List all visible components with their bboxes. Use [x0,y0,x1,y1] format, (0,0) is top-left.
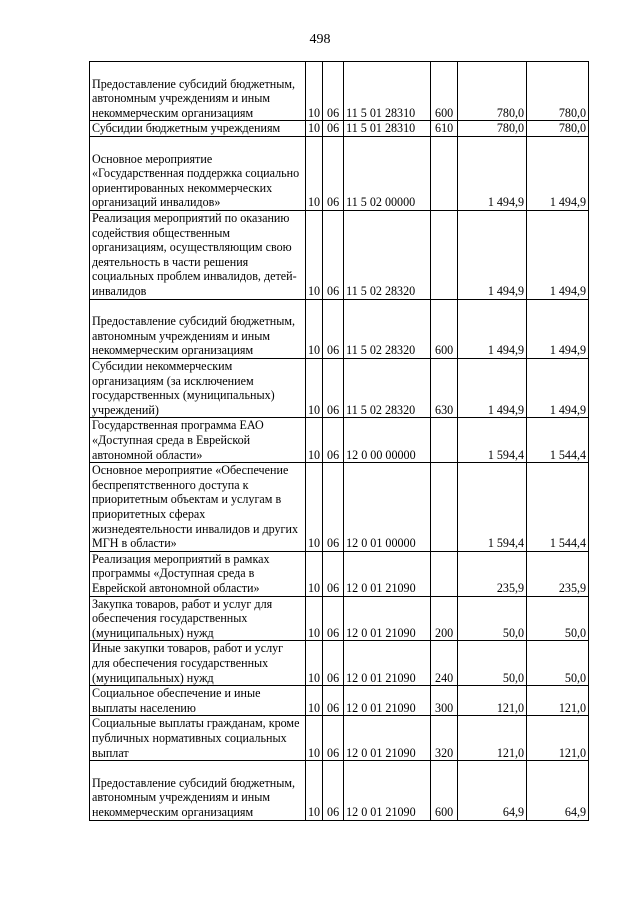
row-target-article: 11 5 02 28320 [344,210,431,299]
row-name: Социальное обеспечение и иные выплаты населению [90,686,306,716]
row-amount-2: 780,0 [527,121,589,137]
row-name: Социальные выплаты гражданам, кроме публичных нормативных социальных выплат [90,716,306,761]
row-target-article: 12 0 00 00000 [344,418,431,463]
row-name: Закупка товаров, работ и услуг для обеспечения государственных (муниципальных) нужд [90,596,306,641]
row-target-article: 12 0 01 21090 [344,551,431,596]
row-subsection: 06 [323,62,344,121]
table-row [90,418,589,463]
table-row [90,210,589,299]
row-target-article: 11 5 02 00000 [344,136,431,210]
table-row [90,299,589,358]
row-section: 10 [306,716,323,761]
row-expense-type: 300 [431,686,458,716]
row-expense-type: 320 [431,716,458,761]
row-target-article: 11 5 01 28310 [344,121,431,137]
row-subsection: 06 [323,716,344,761]
row-target-article: 11 5 01 28310 [344,62,431,121]
row-name: Государственная программа ЕАО «Доступная среда в Еврейской автономной области» [90,418,306,463]
row-target-article: 12 0 01 21090 [344,686,431,716]
row-subsection: 06 [323,358,344,417]
table-row [90,716,589,761]
row-expense-type: 600 [431,62,458,121]
row-target-article: 12 0 01 21090 [344,716,431,761]
row-subsection: 06 [323,596,344,641]
row-expense-type: 630 [431,358,458,417]
row-amount-1: 780,0 [458,62,527,121]
row-section: 10 [306,418,323,463]
row-name: Предоставление субсидий бюджетным, автономным учреждениям и иным некоммерческим организациям [90,62,306,121]
row-target-article: 12 0 01 00000 [344,463,431,552]
row-amount-2: 121,0 [527,716,589,761]
row-section: 10 [306,121,323,137]
row-amount-1: 1 594,4 [458,463,527,552]
budget-table-body [90,62,589,821]
row-expense-type: 610 [431,121,458,137]
row-amount-2: 1 494,9 [527,358,589,417]
row-expense-type: 200 [431,596,458,641]
row-expense-type: 240 [431,641,458,686]
row-expense-type [431,418,458,463]
row-section: 10 [306,210,323,299]
row-amount-2: 1 544,4 [527,463,589,552]
row-amount-2: 780,0 [527,62,589,121]
row-amount-1: 1 494,9 [458,136,527,210]
table-row [90,551,589,596]
table-row [90,596,589,641]
row-section: 10 [306,358,323,417]
row-section: 10 [306,596,323,641]
row-subsection: 06 [323,136,344,210]
row-amount-2: 64,9 [527,761,589,820]
table-row [90,761,589,820]
row-amount-2: 1 494,9 [527,299,589,358]
row-amount-1: 121,0 [458,716,527,761]
row-name: Иные закупки товаров, работ и услуг для обеспечения государственных (муниципальных) нужд [90,641,306,686]
row-amount-1: 1 494,9 [458,299,527,358]
row-expense-type [431,551,458,596]
row-amount-2: 235,9 [527,551,589,596]
row-amount-1: 50,0 [458,596,527,641]
row-name: Основное мероприятие «Обеспечение беспрепятственного доступа к приоритетным объектам и услугам в приоритетных сферах жизнедеятельности инвалидов и других МГН в области» [90,463,306,552]
row-section: 10 [306,761,323,820]
row-amount-1: 780,0 [458,121,527,137]
row-target-article: 11 5 02 28320 [344,299,431,358]
row-amount-1: 235,9 [458,551,527,596]
row-subsection: 06 [323,418,344,463]
row-amount-1: 50,0 [458,641,527,686]
row-section: 10 [306,641,323,686]
row-expense-type [431,463,458,552]
row-section: 10 [306,299,323,358]
row-amount-2: 121,0 [527,686,589,716]
row-target-article: 12 0 01 21090 [344,761,431,820]
row-expense-type: 600 [431,761,458,820]
row-target-article: 12 0 01 21090 [344,641,431,686]
row-amount-2: 1 544,4 [527,418,589,463]
row-name: Субсидии бюджетным учреждениям [90,121,306,137]
row-subsection: 06 [323,686,344,716]
row-expense-type: 600 [431,299,458,358]
table-row [90,136,589,210]
row-subsection: 06 [323,210,344,299]
table-row [90,463,589,552]
row-name: Предоставление субсидий бюджетным, автономным учреждениям и иным некоммерческим организациям [90,761,306,820]
row-name: Субсидии некоммерческим организациям (за исключением государственных (муниципальных) учреждений) [90,358,306,417]
row-amount-1: 1 594,4 [458,418,527,463]
row-name: Реализация мероприятий по оказанию содействия общественным организациям, осуществляющим свою деятельность в части решения социальных проблем инвалидов, детей-инвалидов [90,210,306,299]
row-subsection: 06 [323,299,344,358]
row-target-article: 11 5 02 28320 [344,358,431,417]
row-subsection: 06 [323,641,344,686]
row-amount-2: 1 494,9 [527,210,589,299]
row-target-article: 12 0 01 21090 [344,596,431,641]
row-section: 10 [306,463,323,552]
row-section: 10 [306,62,323,121]
table-row [90,686,589,716]
row-subsection: 06 [323,551,344,596]
row-amount-2: 50,0 [527,641,589,686]
row-section: 10 [306,686,323,716]
row-amount-2: 50,0 [527,596,589,641]
table-row [90,358,589,417]
row-name: Основное мероприятие «Государственная поддержка социально ориентированных некоммерческих организаций инвалидов» [90,136,306,210]
row-expense-type [431,136,458,210]
row-section: 10 [306,551,323,596]
row-amount-1: 64,9 [458,761,527,820]
row-amount-2: 1 494,9 [527,136,589,210]
budget-table [89,61,589,821]
row-amount-1: 121,0 [458,686,527,716]
row-name: Реализация мероприятий в рамках программы «Доступная среда в Еврейской автономной области» [90,551,306,596]
table-row [90,121,589,137]
row-subsection: 06 [323,761,344,820]
row-expense-type [431,210,458,299]
page-number: 498 [309,32,331,47]
row-amount-1: 1 494,9 [458,358,527,417]
row-subsection: 06 [323,463,344,552]
row-amount-1: 1 494,9 [458,210,527,299]
row-section: 10 [306,136,323,210]
table-row [90,62,589,121]
row-name: Предоставление субсидий бюджетным, автономным учреждениям и иным некоммерческим организациям [90,299,306,358]
row-subsection: 06 [323,121,344,137]
table-row [90,641,589,686]
